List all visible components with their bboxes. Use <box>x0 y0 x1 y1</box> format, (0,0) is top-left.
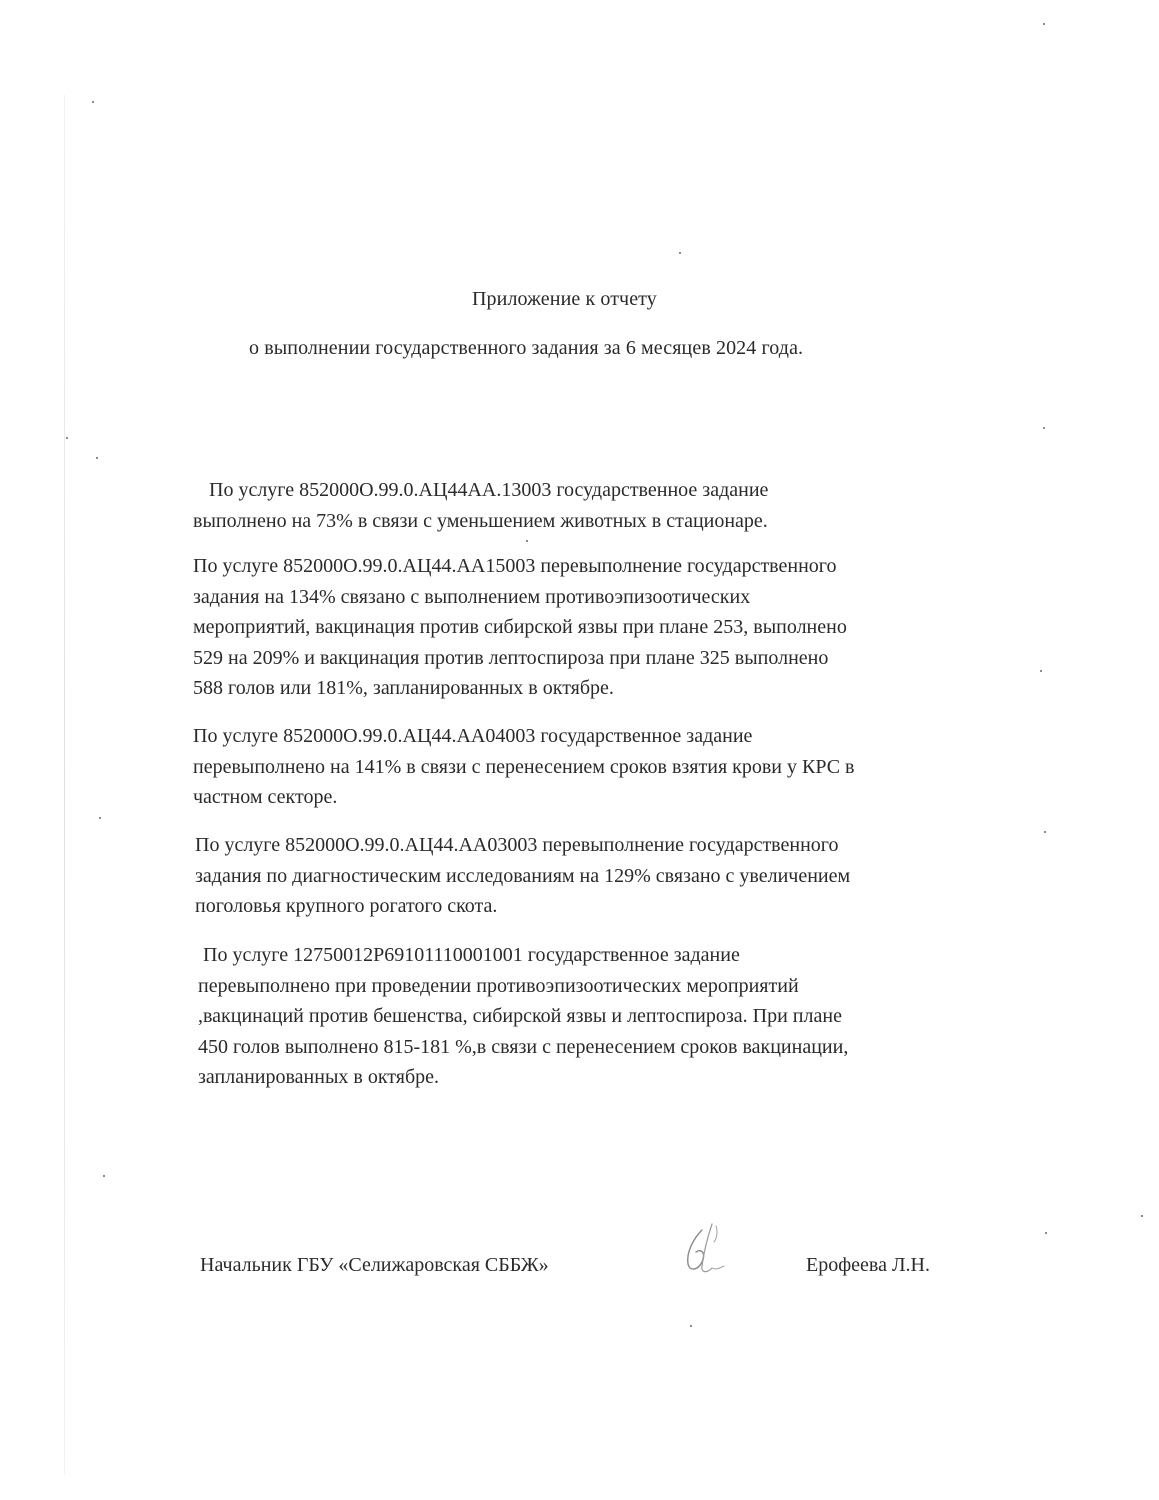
paragraph-line: 588 голов или 181%, запланированных в октябре. <box>193 677 614 699</box>
scan-speck <box>99 817 101 819</box>
scan-speck <box>103 1175 105 1177</box>
scan-speck <box>679 252 681 254</box>
paragraph-line: По услуге 852000О.99.0.АЦ44.АА15003 перевыполнение государственного <box>193 555 837 577</box>
scan-speck <box>1044 831 1046 833</box>
paragraph-line: 529 на 209% и вакцинация против лептоспироза при плане 325 выполнено <box>193 646 829 669</box>
paragraph-service-1 <box>193 475 768 536</box>
scan-speck <box>96 457 98 459</box>
scan-speck <box>1040 670 1042 672</box>
paragraph-line: задания по диагностическим исследованиям на 129% связано с увеличением <box>195 864 851 887</box>
document-subtitle: о выполнении государственного задания за 6 месяцев 2024 года. <box>249 337 804 359</box>
scan-speck <box>1045 1232 1047 1234</box>
scan-speck <box>66 437 68 439</box>
paragraph-line: перевыполнено при проведении противоэпизоотических мероприятий <box>198 974 799 997</box>
handwritten-signature <box>672 1218 742 1288</box>
paragraph-line: По услуге 12750012Р69101110001001 государственное задание <box>203 944 740 966</box>
paragraph-line: частном секторе. <box>193 786 338 808</box>
scan-speck <box>690 1325 692 1327</box>
paragraph-line: перевыполнено на 141% в связи с перенесением сроков взятия крови у КРС в <box>193 755 855 778</box>
signatory-position: Начальник ГБУ «Селижаровская СББЖ» <box>200 1254 549 1276</box>
paragraph-line: мероприятий, вакцинация против сибирской язвы при плане 253, выполнено <box>193 616 847 638</box>
paragraph-line: ,вакцинаций против бешенства, сибирской язвы и лептоспироза. При плане <box>198 1005 842 1027</box>
scan-edge <box>64 95 65 1475</box>
paragraph-line: По услуге 852000О.99.0.АЦ44АА.13003 государственное задание <box>209 479 769 501</box>
signatory-name: Ерофеева Л.Н. <box>806 1254 930 1276</box>
scan-speck <box>92 101 94 103</box>
paragraph-line: запланированных в октябре. <box>198 1066 440 1088</box>
paragraph-line: поголовья крупного рогатого скота. <box>195 895 498 917</box>
paragraph-service-4 <box>195 830 850 922</box>
paragraph-service-2 <box>193 551 847 704</box>
paragraph-service-5 <box>198 940 848 1093</box>
paragraph-line: По услуге 852000О.99.0.АЦ44.АА03003 перевыполнение государственного <box>195 834 839 856</box>
scan-speck <box>1043 23 1045 25</box>
scan-speck <box>1043 427 1045 429</box>
paragraph-line: выполнено на 73% в связи с уменьшением животных в стационаре. <box>193 509 768 532</box>
paragraph-service-3 <box>193 721 855 813</box>
scan-speck <box>526 540 528 542</box>
document-title: Приложение к отчету <box>472 288 657 310</box>
paragraph-line: По услуге 852000О.99.0.АЦ44.АА04003 государственное задание <box>193 725 753 747</box>
paragraph-line: 450 голов выполнено 815-181 %,в связи с перенесением сроков вакцинации, <box>198 1035 849 1058</box>
paragraph-line: задания на 134% связано с выполнением противоэпизоотических <box>193 585 751 608</box>
scan-speck <box>1141 1215 1143 1217</box>
